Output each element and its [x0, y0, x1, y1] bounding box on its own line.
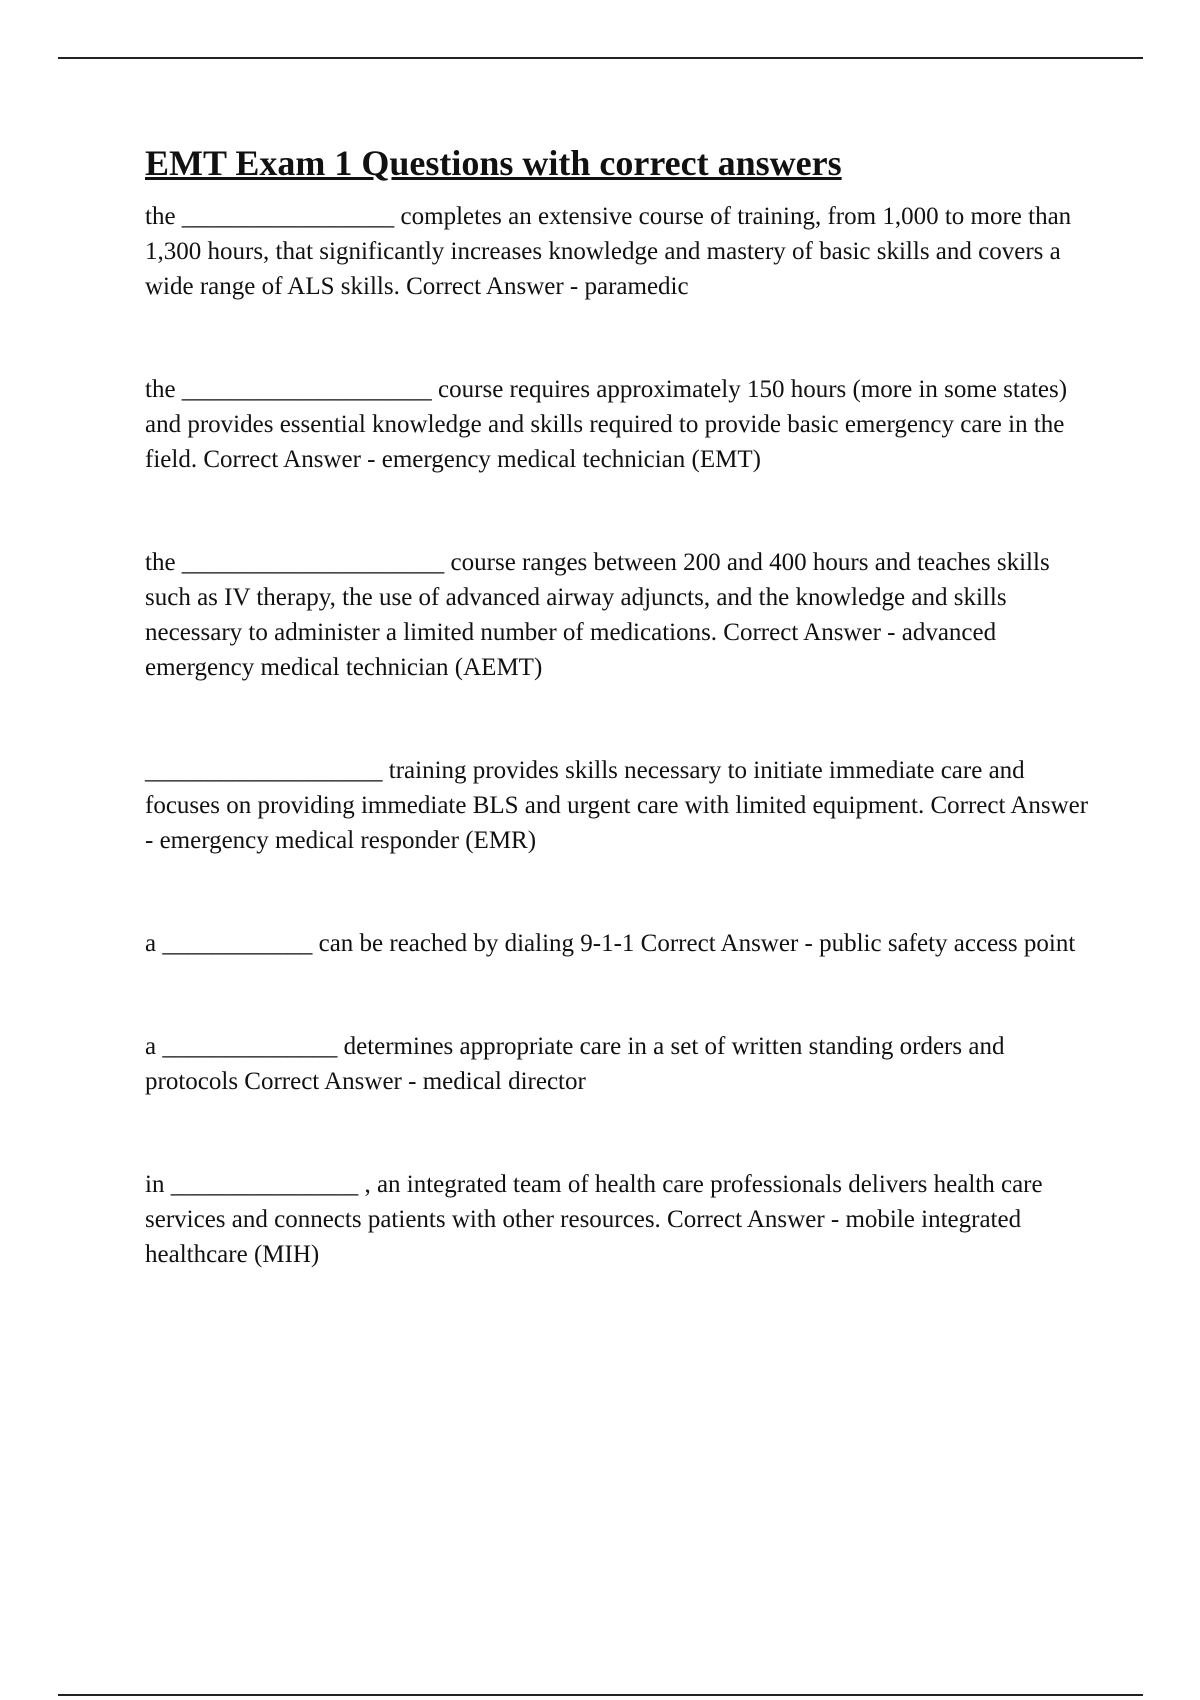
question-item: in _______________ , an integrated team of health care professionals delivers health care services and connects patients with other resources. Correct Answer - mobile integrated healthcare (MIH)	[145, 1171, 1043, 1269]
question-item: ___________________ training provides skills necessary to initiate immediate care and focuses on providing immediate BLS and urgent care with limited equipment. Correct Answer - emergency medical responder (EMR)	[145, 757, 1089, 855]
question-item: the ____________________ course requires approximately 150 hours (more in some states) and provides essential knowledge and skills required to provide basic emergency care in the field. Correct Answer - emergency medical technician (EMT)	[145, 376, 1068, 474]
bottom-divider	[58, 1694, 1143, 1696]
top-divider	[58, 57, 1143, 59]
question-item: the _____________________ course ranges between 200 and 400 hours and teaches skills such as IV therapy, the use of advanced airway adjuncts, and the knowledge and skills necessary to administer a limited number of medications. Correct Answer - advanced emergency medical technician (AEMT)	[145, 549, 1050, 682]
document-body	[145, 142, 1090, 1272]
document-title: EMT Exam 1 Questions with correct answers	[145, 143, 842, 183]
question-item: a ____________ can be reached by dialing 9-1-1 Correct Answer - public safety access point	[145, 930, 1076, 958]
question-item: a ______________ determines appropriate care in a set of written standing orders and protocols Correct Answer - medical director	[145, 1033, 1005, 1096]
question-item: the _________________ completes an extensive course of training, from 1,000 to more than 1,300 hours, that significantly increases knowledge and mastery of basic skills and covers a wide range of ALS skills. Correct Answer - paramedic	[145, 203, 1072, 301]
